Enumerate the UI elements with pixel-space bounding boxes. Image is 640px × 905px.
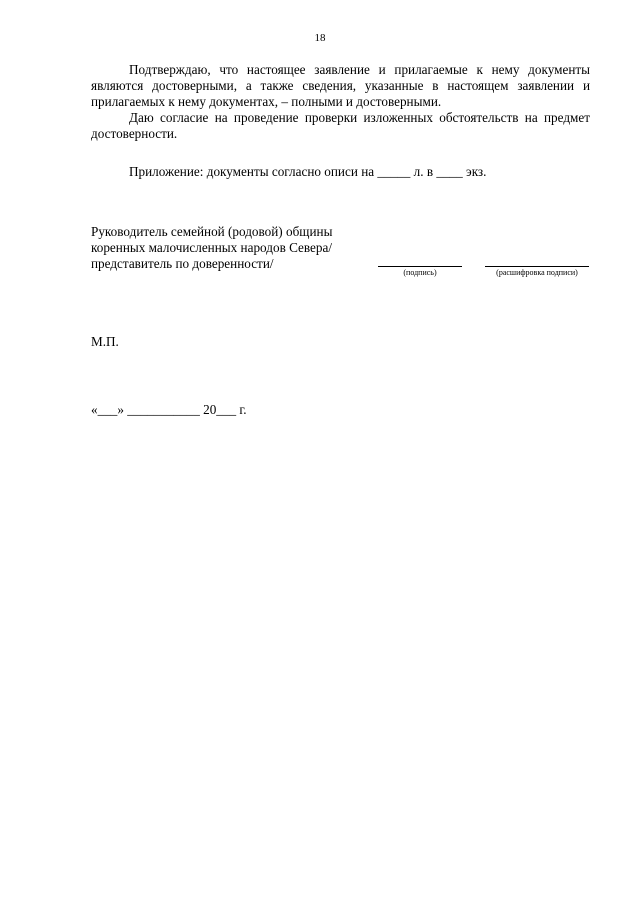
signer-title-line: коренных малочисленных народов Севера/: [91, 240, 333, 255]
signature-field[interactable]: [378, 266, 462, 278]
date-field[interactable]: «___» ___________ 20___ г.: [91, 402, 247, 417]
consent-paragraph: Даю согласие на проведение проверки изложенных обстоятельств на предмет достоверности.: [91, 110, 590, 141]
page-number: 18: [314, 32, 326, 44]
stamp-place-label: М.П.: [91, 334, 119, 349]
signer-title-line: Руководитель семейной (родовой) общины: [91, 224, 333, 239]
signature-line: [378, 266, 462, 267]
signature-decode-field[interactable]: [485, 266, 589, 278]
signature-decode-line: [485, 266, 589, 267]
signer-title-line: представитель по доверенности/: [91, 256, 274, 271]
signature-caption: (подпись): [403, 268, 437, 277]
signer-title: [91, 224, 371, 272]
signature-block: [91, 224, 590, 284]
confirmation-paragraph: Подтверждаю, что настоящее заявление и прилагаемые к нему документы являются достоверными, а также сведения, указанные в настоящем заявлении и прилагаемых к нему документах, – полными и достоверными.: [91, 62, 590, 109]
statement-section: [91, 62, 590, 180]
signature-decode-caption: (расшифровка подписи): [496, 268, 578, 277]
appendix-line: Приложение: документы согласно описи на _____ л. в ____ экз.: [129, 164, 487, 179]
